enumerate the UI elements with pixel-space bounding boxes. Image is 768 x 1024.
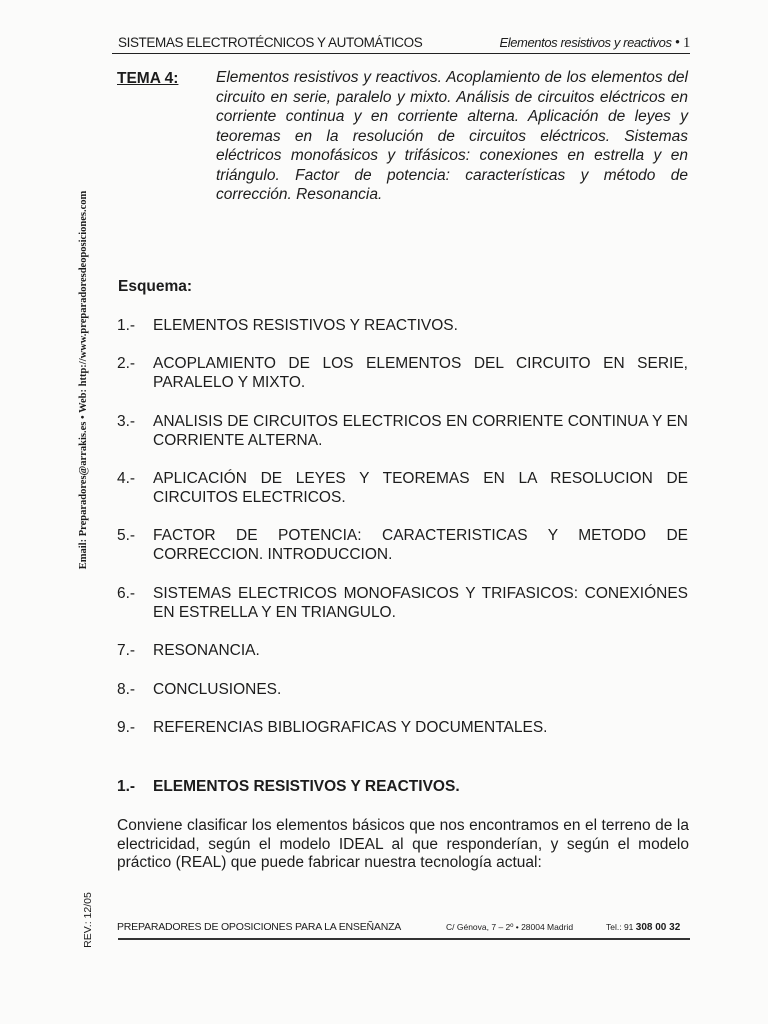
footer-address: C/ Génova, 7 – 2º • 28004 Madrid [446,922,574,932]
section-number: 1.- [117,778,136,795]
list-item-number: 2.- [117,355,136,372]
side-revision: REV.: 12/05 [82,892,94,948]
header-topic [499,35,690,52]
header-rule [112,53,690,54]
tema-label: TEMA 4: [117,70,179,87]
list-item-text: RESONANCIA. [153,642,260,659]
list-item-text: ANALISIS DE CIRCUITOS ELECTRICOS EN CORRIENTE CONTINUA Y EN CORRIENTE ALTERNA. [153,413,688,449]
section-paragraph: Conviene clasificar los elementos básicos que nos encontramos en el terreno de la electricidad, según el modelo IDEAL al que responderían, y según el modelo práctico (REAL) que puede fabricar nuestra tecnología actual: [117,817,689,871]
list-item-number: 9.- [117,719,136,736]
list-item-number: 3.- [117,413,136,430]
list-item-number: 6.- [117,585,136,602]
list-item-text: SISTEMAS ELECTRICOS MONOFASICOS Y TRIFASICOS: CONEXIÓNES EN ESTRELLA Y EN TRIANGULO. [153,585,688,621]
section-title: ELEMENTOS RESISTIVOS Y REACTIVOS. [153,778,460,795]
list-item-text: ACOPLAMIENTO DE LOS ELEMENTOS DEL CIRCUITO EN SERIE, PARALELO Y MIXTO. [153,355,688,391]
side-contact-text: Email: Preparadores@arrakis.es • Web: http://www.preparadoresdeoposiciones.com [78,190,89,570]
footer-phone-label: Tel.: 91 [606,922,634,932]
list-item-text: ELEMENTOS RESISTIVOS Y REACTIVOS. [153,317,458,334]
footer-rule [118,938,690,940]
footer-organization: PREPARADORES DE OPOSICIONES PARA LA ENSEÑANZA [117,921,402,933]
header-subject: SISTEMAS ELECTROTÉCNICOS Y AUTOMÁTICOS [118,35,423,50]
list-item-number: 7.- [117,642,136,659]
footer-phone-number: 308 00 32 [635,922,681,933]
page-number: 1 [682,35,690,51]
page-header [112,34,690,54]
section-heading [117,778,460,796]
list-item-number: 1.- [117,317,136,334]
header-topic-text: Elementos resistivos y reactivos [499,35,672,50]
list-item-number: 8.- [117,681,136,698]
list-item-text: CONCLUSIONES. [153,681,282,698]
tema-description: Elementos resistivos y reactivos. Acoplamiento de los elementos del circuito en serie, paralelo y mixto. Análisis de circuitos eléctricos en corriente continua y en corriente alterna. Aplicación de leyes y teoremas en la resolución de circuitos eléctricos. Sistemas eléctricos monofásicos y trifásicos: conexiones en estrella y en triángulo. Factor de potencia: características y método de corrección. Resonancia. [216,69,688,203]
list-item-text: REFERENCIAS BIBLIOGRAFICAS Y DOCUMENTALES. [153,719,548,736]
footer-phone [606,922,680,933]
esquema-title: Esquema: [118,278,193,295]
list-item-number: 4.- [117,470,136,487]
header-bullet: • [674,35,680,51]
list-item-number: 5.- [117,527,136,544]
list-item-text: APLICACIÓN DE LEYES Y TEOREMAS EN LA RESOLUCION DE CIRCUITOS ELECTRICOS. [153,470,688,506]
list-item-text: FACTOR DE POTENCIA: CARACTERISTICAS Y METODO DE CORRECCION. INTRODUCCION. [153,527,688,563]
